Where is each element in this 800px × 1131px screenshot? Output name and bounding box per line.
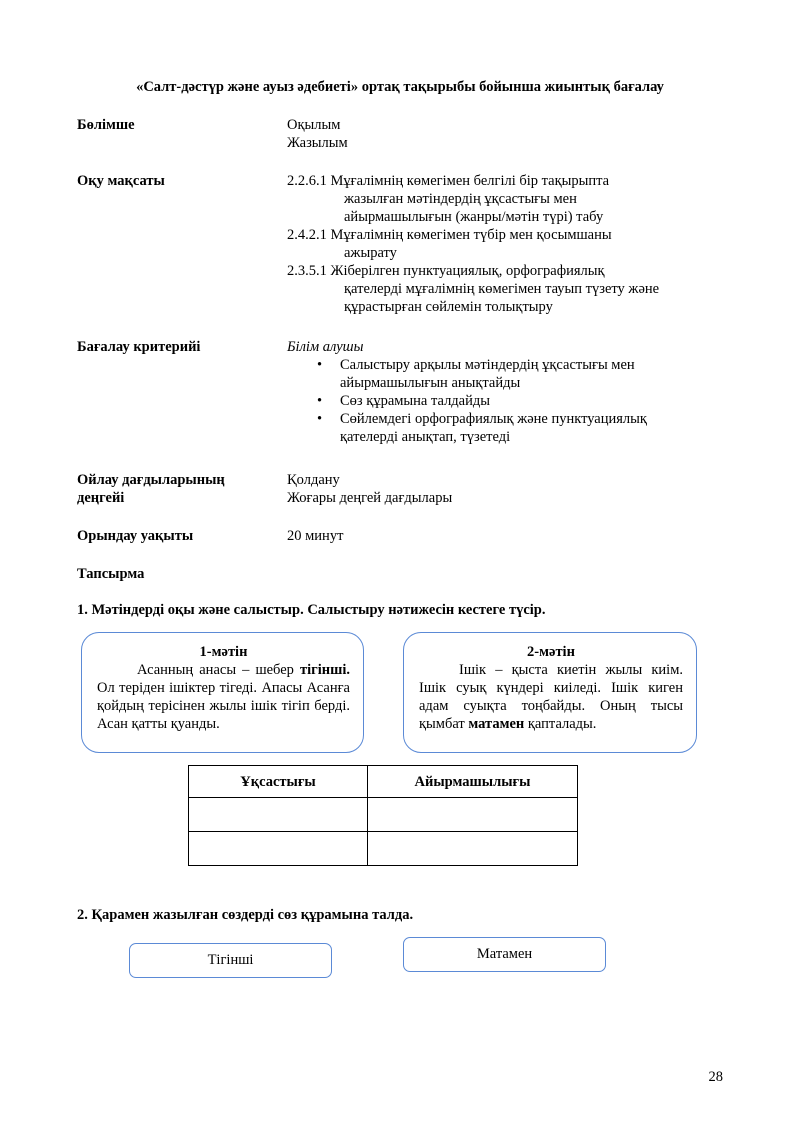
text1-before: Асанның анасы – шебер: [137, 662, 300, 678]
thinking-value: Қолдану: [287, 472, 340, 488]
text2-title: 2-мәтін: [527, 644, 575, 660]
word-box-tiginshi: Тігінші: [129, 943, 332, 978]
section-value: Жазылым: [287, 135, 348, 151]
goal-item-cont: қателерді мұғалімнің көмегімен тауып түзету және: [344, 281, 660, 297]
page-number: 28: [708, 1069, 723, 1085]
goal-item-cont: айырмашылығын (жанры/мәтін түрі) табу: [344, 209, 604, 225]
goal-item: 2.4.2.1 Мұғалімнің көмегімен түбір мен қосымшаны: [287, 227, 612, 243]
criteria-item: [287, 392, 727, 410]
goal-item: 2.2.6.1 Мұғалімнің көмегімен белгілі бір тақырыпта: [287, 173, 610, 189]
criteria-item: [287, 410, 727, 446]
table-cell-difference[interactable]: [368, 798, 578, 832]
text1-box: [81, 632, 364, 753]
table-cell-similarity[interactable]: [189, 798, 368, 832]
table-cell-difference[interactable]: [368, 832, 578, 866]
goal-item-cont: жазылған мәтіндердің ұқсастығы мен: [344, 191, 577, 207]
thinking-label-line: Ойлау дағдыларының: [77, 472, 225, 488]
table-cell-similarity[interactable]: [189, 832, 368, 866]
page-title: «Салт-дәстүр және ауыз әдебиеті» ортақ тақырыбы бойынша жиынтық бағалау: [136, 79, 664, 95]
text2-bold-word: матамен: [468, 716, 525, 732]
criteria-values: [287, 338, 727, 446]
criteria-label: Бағалау критерийі: [77, 339, 201, 355]
task1-heading: 1. Мәтіндерді оқы және салыстыр. Салыстыру нәтижесін кестеге түсір.: [77, 602, 546, 618]
text2-body: [419, 661, 683, 733]
task-heading: Тапсырма: [77, 566, 145, 582]
thinking-value: Жоғары деңгей дағдылары: [287, 490, 453, 506]
criteria-item-text: қателерді анықтап, түзетеді: [340, 429, 511, 445]
goal-item: 2.3.5.1 Жіберілген пунктуациялық, орфографиялық: [287, 263, 605, 279]
text1-body: [97, 661, 350, 733]
text1-after: Ол теріден ішіктер тігеді. Апасы Асанға қойдың терісінен жылы ішік тігіп берді. Асан қатты қуанды.: [97, 680, 350, 732]
task2-heading: 2. Қарамен жазылған сөздерді сөз құрамына талда.: [77, 907, 414, 923]
criteria-item-text: • Салыстыру арқылы мәтіндердің ұқсастығы мен: [340, 357, 635, 373]
goal-item-cont: ажырату: [344, 245, 397, 261]
section-values: [287, 116, 727, 152]
table-row: [189, 832, 578, 866]
text1-bold-word: тігінші.: [299, 662, 350, 678]
goal-values: [287, 172, 727, 316]
table-header-row: [189, 766, 578, 798]
thinking-label: [77, 471, 277, 507]
thinking-values: [287, 471, 727, 507]
time-value: 20 минут: [287, 528, 344, 544]
thinking-label-line: деңгейі: [77, 490, 125, 506]
word-box-matamen: Матамен: [403, 937, 606, 972]
criteria-item-text: айырмашылығын анықтайды: [340, 375, 521, 391]
goal-item-cont: құрастырған сөйлемін толықтыру: [344, 299, 553, 315]
text2-box: [403, 632, 697, 753]
table-header-similarity: Ұқсастығы: [189, 766, 368, 798]
comparison-table: [188, 765, 578, 866]
text1-title: 1-мәтін: [199, 644, 248, 660]
table-header-difference: Айырмашылығы: [368, 766, 578, 798]
criteria-item-text: • Сөз құрамына талдайды: [340, 393, 490, 409]
text2-after: қапталады.: [524, 716, 597, 732]
section-value: Оқылым: [287, 117, 341, 133]
time-label: Орындау уақыты: [77, 528, 194, 544]
criteria-intro: Білім алушы: [287, 339, 364, 355]
table-row: [189, 798, 578, 832]
criteria-item-text: • Сөйлемдегі орфографиялық және пунктуациялық: [340, 411, 647, 427]
criteria-item: [287, 356, 727, 392]
section-label: Бөлімше: [77, 117, 135, 133]
text2-before: Ішік – қыста киетін жылы киім. Ішік суық күндері киіледі. Ішік киген адам суықта тоңбайды. Оның тысы қымбат: [419, 662, 683, 732]
criteria-list: [287, 356, 727, 446]
goal-label: Оқу мақсаты: [77, 173, 165, 189]
